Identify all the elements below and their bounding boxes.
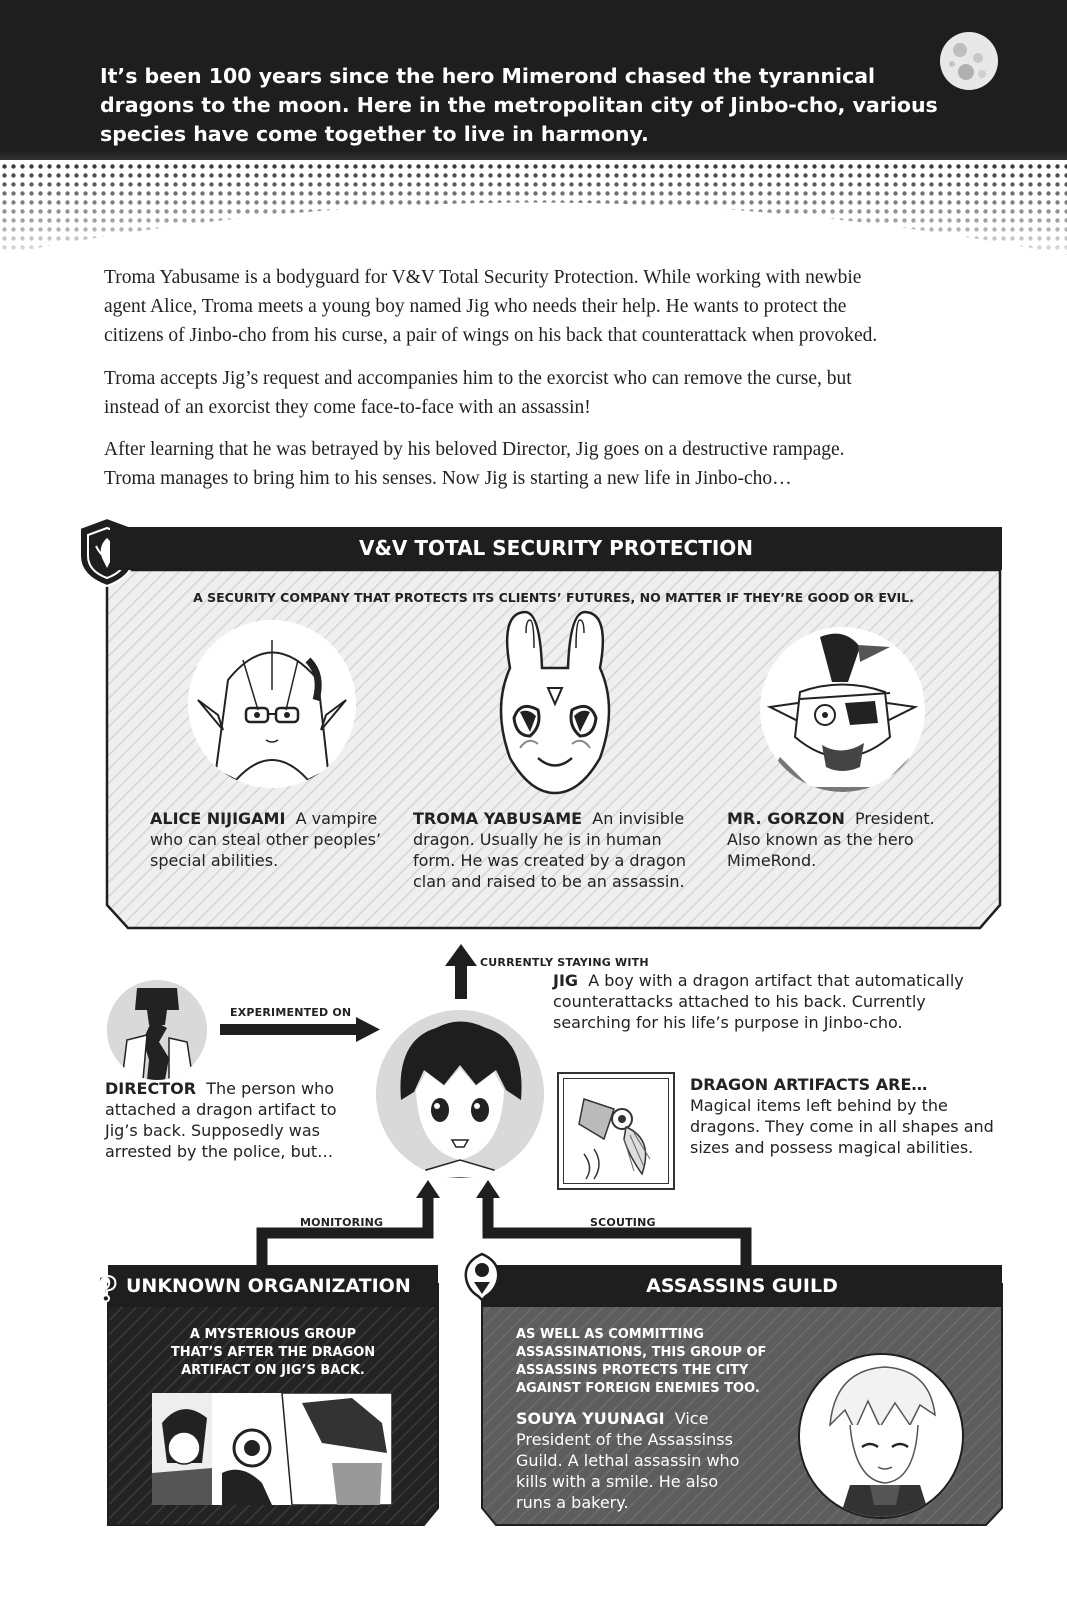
troma-description (413, 808, 713, 892)
label-currently-staying-with: CURRENTLY STAYING WITH (480, 956, 649, 969)
intro-line: citizens of Jinbo-cho from his curse, a pair of wings on his back that counterattack when provoked. (104, 325, 878, 346)
artifacts-line: dragons. They come in all shapes and (690, 1117, 994, 1136)
gorzon-name: MR. GORZON (727, 809, 845, 828)
gorzon-desc-line: MimeRond. (727, 851, 817, 870)
arrow-staying-head (445, 944, 477, 966)
label-experimented-on: EXPERIMENTED ON (230, 1006, 352, 1019)
gorzon-desc-line: President. (855, 809, 935, 828)
artifacts-description (690, 1074, 1010, 1158)
unknown-org-image (152, 1393, 392, 1505)
intro-line: After learning that he was betrayed by his beloved Director, Jig goes on a destructive rampage. (104, 439, 845, 460)
jig-description (553, 970, 993, 1033)
souya-desc-line: President of the Assassinss (516, 1430, 733, 1449)
director-desc-line: The person who (206, 1079, 335, 1098)
souya-description (516, 1408, 796, 1513)
guild-line: AGAINST FOREIGN ENEMIES TOO. (516, 1381, 760, 1396)
jig-name: JIG (553, 971, 579, 990)
label-scouting: SCOUTING (590, 1216, 656, 1229)
unknown-org-line: A MYSTERIOUS GROUP (189, 1327, 357, 1342)
arrow-scouting-head (476, 1180, 500, 1198)
unknown-org-line: THAT’S AFTER THE DRAGON (170, 1345, 376, 1360)
header-line: dragons to the moon. Here in the metropolitan city of Jinbo-cho, various (100, 93, 938, 117)
question-mark-icon: ? (97, 1270, 117, 1310)
director-description (105, 1078, 365, 1162)
troma-mask-portrait (490, 608, 620, 798)
alice-name: ALICE NIJIGAMI (150, 809, 286, 828)
arrow-monitoring-head (416, 1180, 440, 1198)
souya-desc-line: Guild. A lethal assassin who (516, 1451, 740, 1470)
troma-desc-line: dragon. Usually he is in human (413, 830, 662, 849)
alice-desc-line: A vampire (295, 809, 378, 828)
arrow-staying-shaft (455, 964, 467, 999)
gorzon-portrait (760, 627, 925, 792)
souya-desc-line: runs a bakery. (516, 1493, 629, 1512)
jig-desc-line: counterattacks attached to his back. Currently (553, 992, 926, 1011)
director-desc-line: attached a dragon artifact to (105, 1100, 337, 1119)
guild-description (516, 1326, 796, 1398)
intro-line: Troma accepts Jig’s request and accompanies him to the exorcist who can remove the curse, but (104, 368, 852, 389)
guild-line: ASSASSINATIONS, THIS GROUP OF (516, 1345, 767, 1360)
souya-desc-line: Vice (674, 1409, 709, 1428)
alice-desc-line: special abilities. (150, 851, 279, 870)
guild-line: ASSASSINS PROTECTS THE CITY (516, 1363, 749, 1378)
jig-portrait (376, 1010, 544, 1178)
company-tagline: A SECURITY COMPANY THAT PROTECTS ITS CLIENTS’ FUTURES, NO MATTER IF THEY’RE GOOD OR EVIL. (193, 590, 914, 605)
arrow-scouting-shaft (488, 1196, 746, 1270)
arrow-monitoring-shaft (262, 1196, 428, 1270)
alice-description (150, 808, 400, 871)
intro-line: agent Alice, Troma meets a young boy named Jig who needs their help. He wants to protect the (104, 296, 847, 317)
jig-desc-line: searching for his life’s purpose in Jinbo-cho. (553, 1013, 903, 1032)
intro-line: Troma Yabusame is a bodyguard for V&V Total Security Protection. While working with newbie (104, 267, 862, 288)
label-monitoring: MONITORING (300, 1216, 384, 1229)
director-name: DIRECTOR (105, 1079, 197, 1098)
alice-portrait (188, 620, 356, 788)
troma-desc-line: form. He was created by a dragon (413, 851, 687, 870)
gorzon-desc-line: Also known as the hero (727, 830, 914, 849)
souya-desc-line: kills with a smile. He also (516, 1472, 719, 1491)
alice-desc-line: who can steal other peoples’ (150, 830, 382, 849)
souya-name: SOUYA YUUNAGI (516, 1409, 665, 1428)
jig-desc-line: A boy with a dragon artifact that automatically (588, 971, 964, 990)
artifacts-title: DRAGON ARTIFACTS ARE… (690, 1075, 928, 1094)
artifacts-line: Magical items left behind by the (690, 1096, 948, 1115)
header-line: species have come together to live in harmony. (100, 122, 649, 146)
guild-line: AS WELL AS COMMITTING (516, 1327, 704, 1342)
intro-line: Troma manages to bring him to his senses. Now Jig is starting a new life in Jinbo-cho… (104, 468, 792, 489)
unknown-org-description (108, 1326, 438, 1380)
souya-portrait (798, 1353, 964, 1519)
dragon-artifact-image (557, 1072, 675, 1190)
gorzon-description (727, 808, 987, 871)
director-portrait (107, 980, 207, 1080)
artifacts-line: sizes and possess magical abilities. (690, 1138, 974, 1157)
director-desc-line: Jig’s back. Supposedly was (105, 1121, 320, 1140)
troma-name: TROMA YABUSAME (413, 809, 583, 828)
director-desc-line: arrested by the police, but… (105, 1142, 334, 1161)
unknown-org-line: ARTIFACT ON JIG’S BACK. (181, 1363, 365, 1378)
guild-title: ASSASSINS GUILD (646, 1275, 838, 1297)
company-title: V&V TOTAL SECURITY PROTECTION (110, 527, 1002, 570)
unknown-org-title: UNKNOWN ORGANIZATION (126, 1275, 411, 1297)
header-line: It’s been 100 years since the hero Mimerond chased the tyrannical (100, 64, 876, 88)
arrow-experimented-shaft (220, 1024, 360, 1035)
intro-line: instead of an exorcist they come face-to-face with an assassin! (104, 397, 591, 418)
troma-desc-line: An invisible (592, 809, 685, 828)
troma-desc-line: clan and raised to be an assassin. (413, 872, 685, 891)
arrow-experimented-head (356, 1017, 380, 1042)
